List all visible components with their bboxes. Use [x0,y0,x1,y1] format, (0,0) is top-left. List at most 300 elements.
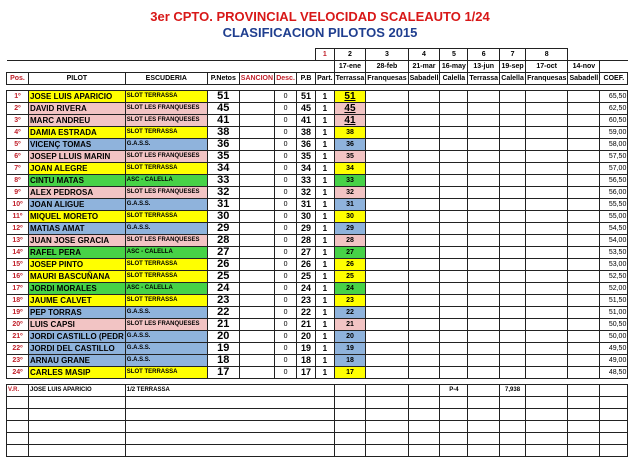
coef-cell: 62,50 [600,103,628,115]
races-cell: 1 [316,259,335,271]
gross-points-cell: 21 [297,319,316,331]
coef-cell: 55,50 [600,199,628,211]
discard-cell: 0 [275,283,297,295]
race-number: 8 [526,49,568,61]
race-score-cell: 22 [334,307,366,319]
race-score-cell [366,307,408,319]
race-date: 17-ene [334,61,366,73]
race-score-cell: 19 [334,343,366,355]
race-score-cell [366,187,408,199]
race-score-cell [408,211,440,223]
table-row [7,259,628,271]
table-row [7,151,628,163]
coef-cell: 54,50 [600,223,628,235]
coef-cell: 51,50 [600,295,628,307]
race-score-cell [526,199,568,211]
race-score-cell: 25 [334,271,366,283]
net-points-cell: 38 [207,127,239,139]
col-venue: Calella [440,73,468,85]
sancion-cell [239,223,274,235]
discard-cell: 0 [275,319,297,331]
race-score-cell [408,223,440,235]
race-date: 28-feb [366,61,408,73]
race-score-cell [440,91,468,103]
race-score-cell [468,259,500,271]
team-cell: ASC - CALELLA [125,283,207,295]
race-score-cell [440,175,468,187]
race-score-cell [366,283,408,295]
race-score-cell [366,331,408,343]
discard-cell: 0 [275,355,297,367]
table-row [7,283,628,295]
discard-cell: 0 [275,331,297,343]
race-score-cell [500,271,526,283]
race-score-cell [526,295,568,307]
position-cell: 2º [7,103,29,115]
position-cell: 13º [7,235,29,247]
team-cell: G.A.S.S. [125,307,207,319]
gross-points-cell: 36 [297,139,316,151]
gross-points-cell: 17 [297,367,316,379]
record-time: 7,938 [500,385,526,397]
team-cell: G.A.S.S. [125,139,207,151]
race-score-cell [500,223,526,235]
race-score-cell: 28 [334,235,366,247]
col-desc: Desc. [275,73,297,85]
races-cell: 1 [316,271,335,283]
position-cell: 12º [7,223,29,235]
race-score-cell [526,139,568,151]
race-score-cell [468,271,500,283]
race-score-cell [526,175,568,187]
race-score-cell: 45 [334,103,366,115]
net-points-cell: 41 [207,115,239,127]
race-score-cell [526,163,568,175]
empty-row [7,409,628,421]
sancion-cell [239,235,274,247]
race-score-cell [500,331,526,343]
race-score-cell [440,247,468,259]
race-score-cell [526,307,568,319]
pilot-name-cell: JAUME CALVET [29,295,126,307]
sancion-cell [239,367,274,379]
col-venue: Sabadell [408,73,440,85]
team-cell: G.A.S.S. [125,199,207,211]
team-cell: SLOT TERRASSA [125,163,207,175]
record-code: P-4 [440,385,468,397]
race-score-cell: 36 [334,139,366,151]
pilot-name-cell: JORDI DEL CASTILLO [29,343,126,355]
race-score-cell [440,283,468,295]
table-row [7,139,628,151]
race-score-cell [366,199,408,211]
race-score-cell [568,127,600,139]
race-score-cell [408,259,440,271]
gross-points-cell: 19 [297,343,316,355]
race-score-cell: 32 [334,187,366,199]
coef-cell: 51,00 [600,307,628,319]
page-subtitle: CLASIFICACION PILOTOS 2015 [222,25,418,40]
sancion-cell [239,187,274,199]
team-cell: SLOT LES FRANQUESES [125,319,207,331]
race-score-cell [526,115,568,127]
pilot-name-cell: CINTU MATAS [29,175,126,187]
pilot-name-cell: JOSEP PINTO [29,259,126,271]
race-number: 6 [468,49,500,61]
race-score-cell [366,295,408,307]
race-score-cell [440,199,468,211]
team-cell: SLOT LES FRANQUESES [125,235,207,247]
race-score-cell [568,319,600,331]
race-score-cell [568,223,600,235]
race-score-cell [440,211,468,223]
pilot-name-cell: VICENÇ TOMAS [29,139,126,151]
race-score-cell: 38 [334,127,366,139]
team-cell: SLOT LES FRANQUESES [125,187,207,199]
net-points-cell: 23 [207,295,239,307]
net-points-cell: 20 [207,331,239,343]
race-score-cell [500,127,526,139]
pilot-name-cell: JOAN ALEGRE [29,163,126,175]
race-score-cell [408,271,440,283]
race-score-cell [500,175,526,187]
sancion-cell [239,355,274,367]
table-row [7,295,628,307]
position-cell: 9º [7,187,29,199]
sancion-cell [239,151,274,163]
gross-points-cell: 35 [297,151,316,163]
race-score-cell [500,295,526,307]
races-cell: 1 [316,103,335,115]
net-points-cell: 32 [207,187,239,199]
position-cell: 21º [7,331,29,343]
gross-points-cell: 18 [297,355,316,367]
coef-cell: 60,50 [600,115,628,127]
race-score-cell [500,103,526,115]
team-cell: G.A.S.S. [125,355,207,367]
race-score-cell [500,367,526,379]
discard-cell: 0 [275,367,297,379]
race-score-cell [408,343,440,355]
race-score-cell: 51 [334,91,366,103]
team-cell: SLOT LES FRANQUESES [125,115,207,127]
net-points-cell: 24 [207,283,239,295]
gross-points-cell: 34 [297,163,316,175]
team-cell: SLOT TERRASSA [125,211,207,223]
race-score-cell [440,115,468,127]
races-cell: 1 [316,319,335,331]
sancion-cell [239,127,274,139]
race-date: 16-may [440,61,468,73]
race-score-cell [408,319,440,331]
race-score-cell [408,163,440,175]
race-score-cell [468,175,500,187]
gross-points-cell: 29 [297,223,316,235]
col-pos: Pos. [7,73,29,85]
gross-points-cell: 28 [297,235,316,247]
position-cell: 22º [7,343,29,355]
race-score-cell: 18 [334,355,366,367]
race-score-cell [440,355,468,367]
pilot-name-cell: ARNAU GRANE [29,355,126,367]
race-score-cell [568,331,600,343]
race-score-cell [568,355,600,367]
race-score-cell [366,343,408,355]
discard-cell: 0 [275,307,297,319]
race-score-cell [500,247,526,259]
col-coef: COEF. [600,73,628,85]
net-points-cell: 35 [207,151,239,163]
race-score-cell [366,151,408,163]
race-score-cell [526,247,568,259]
table-row [7,127,628,139]
race-score-cell [440,127,468,139]
race-score-cell [440,187,468,199]
race-date: 14-nov [568,61,600,73]
races-cell: 1 [316,223,335,235]
race-score-cell [526,331,568,343]
race-score-cell [500,259,526,271]
position-cell: 16º [7,271,29,283]
pilot-name-cell: MAURI BASCUÑANA [29,271,126,283]
race-score-cell [500,139,526,151]
race-score-cell [408,187,440,199]
pilot-name-cell: JUAN JOSE GRACIA [29,235,126,247]
race-score-cell: 20 [334,331,366,343]
coef-cell: 57,50 [600,151,628,163]
race-score-cell [408,367,440,379]
coef-cell: 58,00 [600,139,628,151]
race-score-cell [408,247,440,259]
coef-cell: 55,00 [600,211,628,223]
net-points-cell: 30 [207,211,239,223]
race-score-cell [468,367,500,379]
team-cell: SLOT TERRASSA [125,367,207,379]
race-score-cell: 34 [334,163,366,175]
race-score-cell [440,271,468,283]
gross-points-cell: 26 [297,259,316,271]
position-cell: 6º [7,151,29,163]
table-row [7,235,628,247]
races-cell: 1 [316,343,335,355]
race-score-cell [366,163,408,175]
race-score-cell [500,307,526,319]
pilot-name-cell: DAVID RIVERA [29,103,126,115]
record-pilot: JOSE LUIS APARICIO [29,385,126,397]
gross-points-cell: 32 [297,187,316,199]
race-score-cell [526,283,568,295]
position-cell: 7º [7,163,29,175]
sancion-cell [239,271,274,283]
position-cell: 17º [7,283,29,295]
race-score-cell [366,367,408,379]
sancion-cell [239,259,274,271]
page-title: 3er CPTO. PROVINCIAL VELOCIDAD SCALEAUTO 1/24 [150,9,490,24]
race-score-cell [568,247,600,259]
races-cell: 1 [316,355,335,367]
race-number: 2 [334,49,366,61]
race-score-cell: 29 [334,223,366,235]
races-cell: 1 [316,283,335,295]
pilot-name-cell: CARLES MASIP [29,367,126,379]
race-score-cell [468,247,500,259]
race-score-cell [500,355,526,367]
discard-cell: 0 [275,163,297,175]
sancion-cell [239,319,274,331]
race-score-cell [468,235,500,247]
races-cell: 1 [316,247,335,259]
coef-cell: 59,00 [600,127,628,139]
discard-cell: 0 [275,175,297,187]
table-row [7,175,628,187]
races-cell: 1 [316,175,335,187]
race-score-cell [468,331,500,343]
race-score-cell: 30 [334,211,366,223]
race-score-cell [408,235,440,247]
race-score-cell [440,295,468,307]
discard-cell: 0 [275,91,297,103]
races-cell: 1 [316,295,335,307]
race-score-cell [440,223,468,235]
race-score-cell [500,319,526,331]
races-cell: 1 [316,211,335,223]
race-score-cell [568,295,600,307]
race-score-cell: 31 [334,199,366,211]
empty-row [7,421,628,433]
table-row [7,223,628,235]
race-score-cell [440,163,468,175]
race-score-cell [500,151,526,163]
pilot-name-cell: ALEX PEDROSA [29,187,126,199]
discard-cell: 0 [275,187,297,199]
pilot-name-cell: DAMIA ESTRADA [29,127,126,139]
race-score-cell [526,235,568,247]
race-score-cell [366,259,408,271]
table-row [7,343,628,355]
team-cell: SLOT TERRASSA [125,271,207,283]
race-score-cell: 35 [334,151,366,163]
position-cell: 24º [7,367,29,379]
record-row [7,385,628,397]
table-row [7,163,628,175]
race-score-cell [468,187,500,199]
race-number: 7 [500,49,526,61]
team-cell: G.A.S.S. [125,331,207,343]
race-score-cell: 24 [334,283,366,295]
race-score-cell [408,283,440,295]
race-score-cell [408,175,440,187]
race-score-cell [440,307,468,319]
race-score-cell [468,163,500,175]
table-row [7,247,628,259]
team-cell: ASC - CALELLA [125,175,207,187]
net-points-cell: 28 [207,235,239,247]
race-score-cell [366,115,408,127]
race-score-cell [440,343,468,355]
discard-cell: 0 [275,343,297,355]
race-score-cell [468,319,500,331]
race-score-cell [408,331,440,343]
gross-points-cell: 51 [297,91,316,103]
race-score-cell [468,115,500,127]
race-score-cell [440,235,468,247]
col-venue: Terrassa [334,73,366,85]
position-cell: 15º [7,259,29,271]
races-cell: 1 [316,331,335,343]
position-cell: 18º [7,295,29,307]
coef-cell: 52,50 [600,271,628,283]
net-points-cell: 34 [207,163,239,175]
race-number-row [7,49,628,61]
coef-cell: 48,50 [600,367,628,379]
race-score-cell [366,211,408,223]
pilot-name-cell: PEP TORRAS [29,307,126,319]
race-score-cell [568,307,600,319]
coef-cell: 50,00 [600,331,628,343]
sancion-cell [239,295,274,307]
net-points-cell: 31 [207,199,239,211]
position-cell: 4º [7,127,29,139]
race-score-cell: 41 [334,115,366,127]
discard-cell: 0 [275,139,297,151]
record-team: 1/2 TERRASSA [125,385,334,397]
team-cell: SLOT TERRASSA [125,295,207,307]
race-score-cell [468,151,500,163]
race-score-cell [440,331,468,343]
pilot-name-cell: RAFEL PERA [29,247,126,259]
col-team: ESCUDERIA [125,73,207,85]
race-score-cell [568,103,600,115]
race-score-cell [526,211,568,223]
gross-points-cell: 45 [297,103,316,115]
team-cell: SLOT LES FRANQUESES [125,151,207,163]
races-cell: 1 [316,187,335,199]
gross-points-cell: 30 [297,211,316,223]
net-points-cell: 45 [207,103,239,115]
net-points-cell: 51 [207,91,239,103]
discard-cell: 0 [275,271,297,283]
team-cell: SLOT TERRASSA [125,259,207,271]
races-cell: 1 [316,163,335,175]
race-score-cell [366,235,408,247]
gross-points-cell: 23 [297,295,316,307]
race-date: 17-oct [526,61,568,73]
pilot-name-cell: MATIAS AMAT [29,223,126,235]
col-venue: Sabadell [568,73,600,85]
race-score-cell [526,343,568,355]
sancion-cell [239,91,274,103]
discard-cell: 0 [275,211,297,223]
race-score-cell [500,115,526,127]
race-score-cell [568,175,600,187]
race-score-cell: 21 [334,319,366,331]
pilot-name-cell: JORDI CASTILLO (PEDR [30,332,124,341]
position-cell: 1º [7,91,29,103]
races-cell: 1 [316,199,335,211]
race-score-cell [408,115,440,127]
discard-cell: 0 [275,103,297,115]
column-header-row [7,73,628,85]
coef-cell: 49,50 [600,343,628,355]
races-cell: 1 [316,139,335,151]
race-score-cell [366,175,408,187]
race-date: 13-jun [468,61,500,73]
race-score-cell [500,199,526,211]
empty-row [7,397,628,409]
net-points-cell: 17 [207,367,239,379]
coef-cell: 53,50 [600,247,628,259]
coef-cell: 65,50 [600,91,628,103]
